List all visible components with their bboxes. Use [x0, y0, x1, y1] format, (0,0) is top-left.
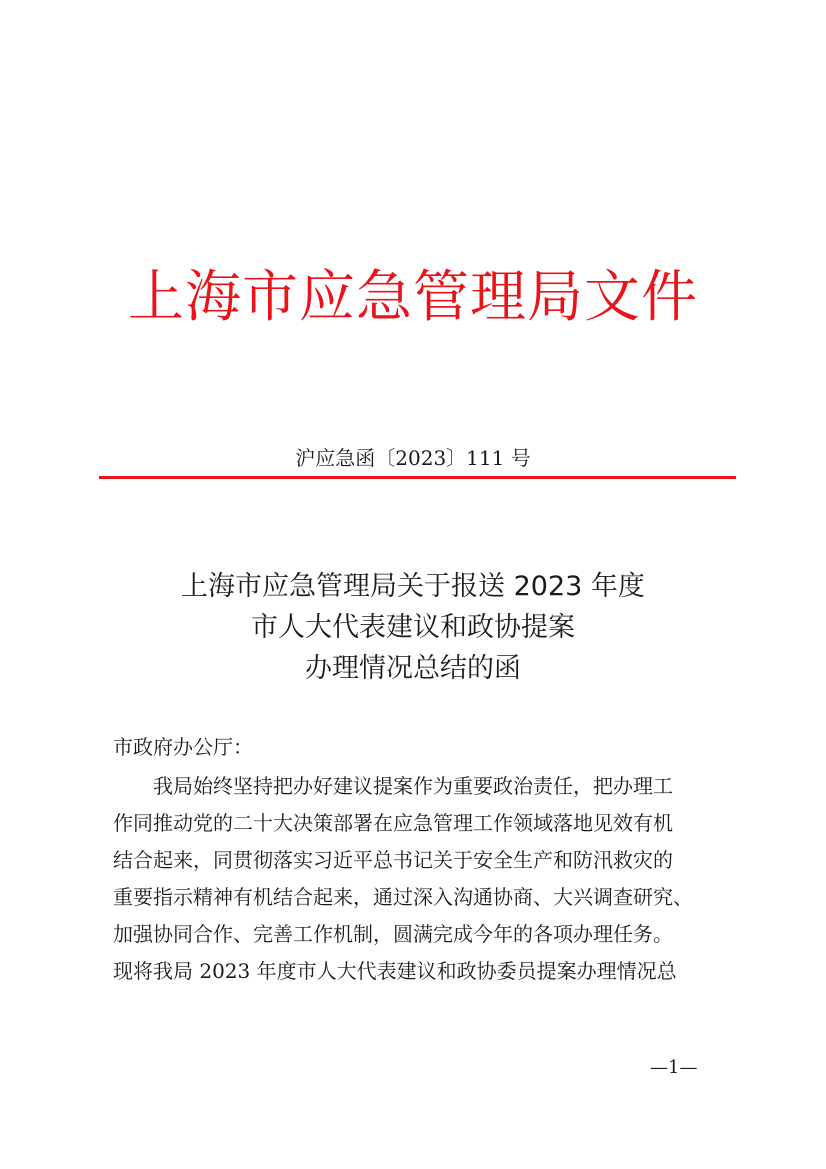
document-number: 沪应急函〔2023〕111 号: [295, 446, 531, 470]
document-title-line: 市人大代表建议和政协提案: [251, 612, 575, 643]
body-paragraph: [113, 768, 727, 990]
document-title-line: 办理情况总结的函: [305, 653, 521, 684]
page-number: —1—: [650, 1057, 698, 1078]
body-line: 作同推动党的二十大决策部署在应急管理工作领域落地见效有机: [113, 811, 673, 835]
body-line: 重要指示精神有机结合起来，通过深入沟通协商、大兴调查研究、: [113, 885, 693, 909]
salutation: 市政府办公厅：: [113, 735, 253, 759]
body-line: 加强协同合作、完善工作机制，圆满完成今年的各项办理任务。: [113, 922, 673, 946]
document-title-line: 上海市应急管理局关于报送 2023 年度: [181, 571, 645, 602]
document-title: [0, 566, 826, 689]
body-line: 我局始终坚持把办好建议提案作为重要政治责任，把办理工: [153, 774, 673, 798]
document-header-title: 上海市应急管理局文件: [128, 265, 698, 330]
body-line: 现将我局 2023 年度市人大代表建议和政协委员提案办理情况总: [113, 959, 677, 983]
body-line: 结合起来，同贯彻落实习近平总书记关于安全生产和防汛救灾的: [113, 848, 673, 872]
red-divider-rule: [99, 476, 736, 479]
